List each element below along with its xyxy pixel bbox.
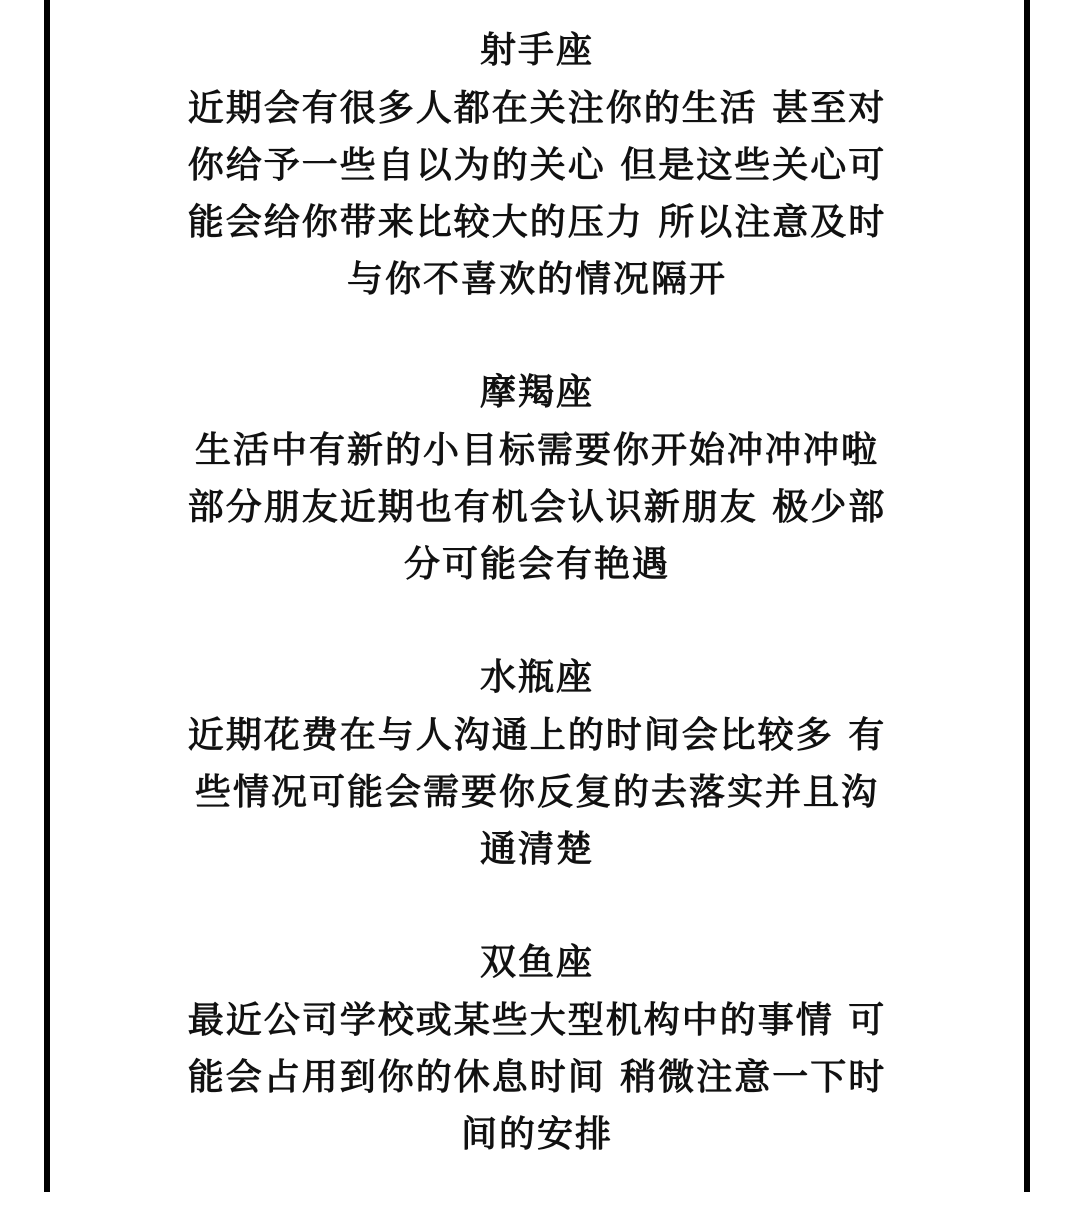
- body-line: 部分朋友近期也有机会认识新朋友 极少部: [187, 487, 887, 528]
- content-frame: [44, 0, 1030, 1192]
- body-line: 些情况可能会需要你反复的去落实并且沟: [194, 772, 879, 813]
- body-line: 能会占用到你的休息时间 稍微注意一下时: [187, 1057, 887, 1098]
- section-title: 射手座: [479, 30, 594, 71]
- horoscope-article: [50, 22, 1024, 1219]
- body-line: 你给予一些自以为的关心 但是这些关心可: [187, 145, 887, 186]
- body-line: 间的安排: [460, 1114, 613, 1155]
- body-line: 近期会有很多人都在关注你的生活 甚至对: [187, 88, 887, 129]
- body-line: 近期花费在与人沟通上的时间会比较多 有: [187, 715, 887, 756]
- section-sagittarius: [50, 22, 1024, 308]
- body-line: 与你不喜欢的情况隔开: [346, 259, 727, 300]
- body-line: 分可能会有艳遇: [403, 544, 670, 585]
- body-line: 生活中有新的小目标需要你开始冲冲冲啦: [194, 430, 879, 471]
- section-title: 水瓶座: [479, 657, 594, 698]
- body-line: 通清楚: [479, 829, 594, 870]
- body-line: 最近公司学校或某些大型机构中的事情 可: [187, 1000, 887, 1041]
- section-title: 摩羯座: [479, 372, 594, 413]
- body-line: 能会给你带来比较大的压力 所以注意及时: [187, 202, 887, 243]
- section-aquarius: [50, 649, 1024, 878]
- section-title: 双鱼座: [479, 942, 594, 983]
- section-capricorn: [50, 364, 1024, 593]
- section-pisces: [50, 934, 1024, 1163]
